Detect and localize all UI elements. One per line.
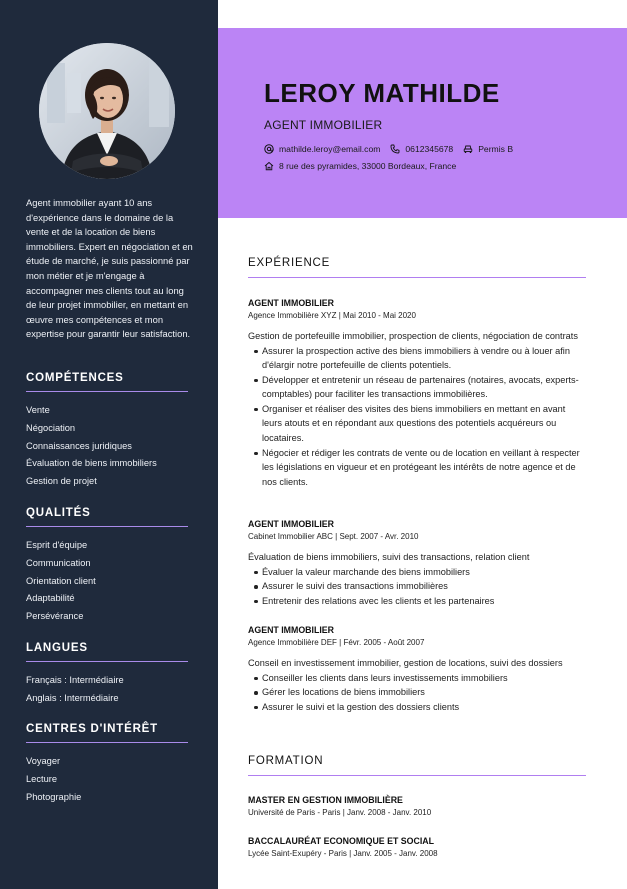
section-divider	[26, 742, 188, 743]
sidebar	[0, 0, 218, 889]
section-title: LANGUES	[26, 642, 88, 654]
profile-summary: Agent immobilier ayant 10 ans d'expérience dans le domaine de la vente et de la location de biens immobiliers. Expert en négociation et en étude de marché, je suis passionné par mon métier et je m'engage à accompagner mes clients tout au long de leur projet immobilier, en mettant en œuvre mes compétences et mon expertise pour garantir leur satisfaction.	[26, 197, 193, 340]
portrait-image	[39, 43, 175, 179]
list-item: Persévérance	[26, 611, 84, 622]
bullet-item: Assurer le suivi des transactions immobilières	[248, 579, 586, 594]
list-item: Voyager	[26, 756, 61, 766]
entry-subtitle: Université de Paris - Paris | Janv. 2008 - Janv. 2010	[248, 808, 432, 817]
entry-subtitle: Cabinet Immobilier ABC | Sept. 2007 - Avr. 2010	[248, 532, 419, 541]
phone-icon	[390, 144, 400, 154]
list-item: Anglais : Intermédiaire	[26, 692, 119, 703]
list-item: Gestion de projet	[26, 476, 97, 487]
address-text: 8 rue des pyramides, 33000 Bordeaux, France	[279, 161, 457, 171]
section-title: QUALITÉS	[26, 507, 91, 519]
competences-list	[26, 402, 188, 491]
list-item: Vente	[26, 405, 50, 415]
candidate-job-title: AGENT IMMOBILIER	[264, 118, 383, 132]
home-icon	[264, 161, 274, 171]
header-banner	[218, 28, 627, 218]
entry-description: Gestion de portefeuille immobilier, prospection de clients, négociation de contrats	[248, 331, 578, 341]
list-item: Orientation client	[26, 575, 96, 586]
list-item: Négociation	[26, 422, 76, 433]
entry-bullets	[248, 565, 586, 609]
entry-bullets	[248, 344, 586, 490]
entry-description: Évaluation de biens immobiliers, suivi des transactions, relation client	[248, 552, 530, 562]
entry-title: MASTER EN GESTION IMMOBILIÈRE	[248, 795, 403, 805]
bullet-item: Négocier et rédiger les contrats de vente ou de location en veillant à respecter les législations en vigueur et en protégeant les intérêts de notre agence et de nos clients.	[248, 446, 586, 490]
contact-row	[264, 144, 513, 154]
entry-title: BACCALAURÉAT ECONOMIQUE ET SOCIAL	[248, 836, 435, 846]
section-divider	[248, 775, 586, 776]
list-item: Évaluation de biens immobiliers	[26, 458, 157, 469]
phone-text[interactable]: 0612345678	[405, 144, 454, 154]
at-sign-icon	[264, 144, 274, 154]
candidate-name: LEROY MATHILDE	[264, 78, 500, 108]
formation-entry	[248, 795, 586, 817]
entry-title: AGENT IMMOBILIER	[248, 519, 335, 529]
interets-section	[26, 723, 188, 806]
section-divider	[26, 391, 188, 392]
entry-subtitle: Agence Immobilière XYZ | Mai 2010 - Mai 2020	[248, 311, 416, 320]
qualites-list	[26, 537, 188, 626]
entry-subtitle: Agence Immobilière DEF | Févr. 2005 - Août 2007	[248, 638, 425, 647]
profile-photo	[39, 43, 175, 179]
bullet-item: Assurer le suivi et la gestion des dossiers clients	[248, 700, 586, 715]
bullet-item: Organiser et réaliser des visites des biens immobiliers en mettant en avant leurs atouts et en répondant aux questions des potentiels acquéreurs ou locataires.	[248, 402, 586, 446]
experience-entry	[248, 625, 586, 714]
entry-bullets	[248, 671, 586, 715]
bullet-item: Évaluer la valeur marchande des biens immobiliers	[248, 565, 586, 580]
qualites-section	[26, 507, 188, 626]
experience-entry	[248, 519, 586, 608]
list-item: Esprit d'équipe	[26, 540, 88, 550]
section-title: FORMATION	[248, 755, 324, 767]
license-text: Permis B	[478, 144, 514, 154]
section-title: EXPÉRIENCE	[248, 257, 331, 269]
list-item: Français : Intermédiaire	[26, 675, 124, 685]
bullet-item: Conseiller les clients dans leurs investissements immobiliers	[248, 671, 586, 686]
list-item: Photographie	[26, 791, 82, 802]
formation-section	[248, 755, 586, 776]
entry-title: AGENT IMMOBILIER	[248, 298, 335, 308]
experience-entry	[248, 298, 586, 489]
list-item: Communication	[26, 557, 91, 568]
car-icon	[463, 144, 473, 154]
section-title: CENTRES D'INTÉRÊT	[26, 723, 158, 735]
langues-section	[26, 642, 188, 708]
section-divider	[26, 661, 188, 662]
list-item: Adaptabilité	[26, 593, 75, 604]
competences-section	[26, 372, 188, 491]
bullet-item: Gérer les locations de biens immobiliers	[248, 685, 586, 700]
entry-description: Conseil en investissement immobilier, gestion de locations, suivi des dossiers	[248, 658, 563, 668]
entry-title: AGENT IMMOBILIER	[248, 625, 335, 635]
section-divider	[248, 277, 586, 278]
email-text[interactable]: mathilde.leroy@email.com	[279, 144, 381, 154]
section-title: COMPÉTENCES	[26, 372, 124, 384]
experience-section	[248, 257, 586, 278]
address-row	[264, 161, 456, 171]
bullet-item: Assurer la prospection active des biens immobiliers à vendre ou à louer afin d'élargir notre portefeuille de clients potentiels.	[248, 344, 586, 373]
formation-entry	[248, 836, 586, 858]
bullet-item: Développer et entretenir un réseau de partenaires (notaires, avocats, experts-comptables) pour faciliter les transactions immobilières.	[248, 373, 586, 402]
section-divider	[26, 526, 188, 527]
entry-subtitle: Lycée Saint-Exupéry - Paris | Janv. 2005 - Janv. 2008	[248, 849, 438, 858]
list-item: Lecture	[26, 773, 58, 784]
interets-list	[26, 753, 188, 806]
bullet-item: Entretenir des relations avec les clients et les partenaires	[248, 594, 586, 609]
langues-list	[26, 672, 188, 708]
list-item: Connaissances juridiques	[26, 440, 132, 451]
